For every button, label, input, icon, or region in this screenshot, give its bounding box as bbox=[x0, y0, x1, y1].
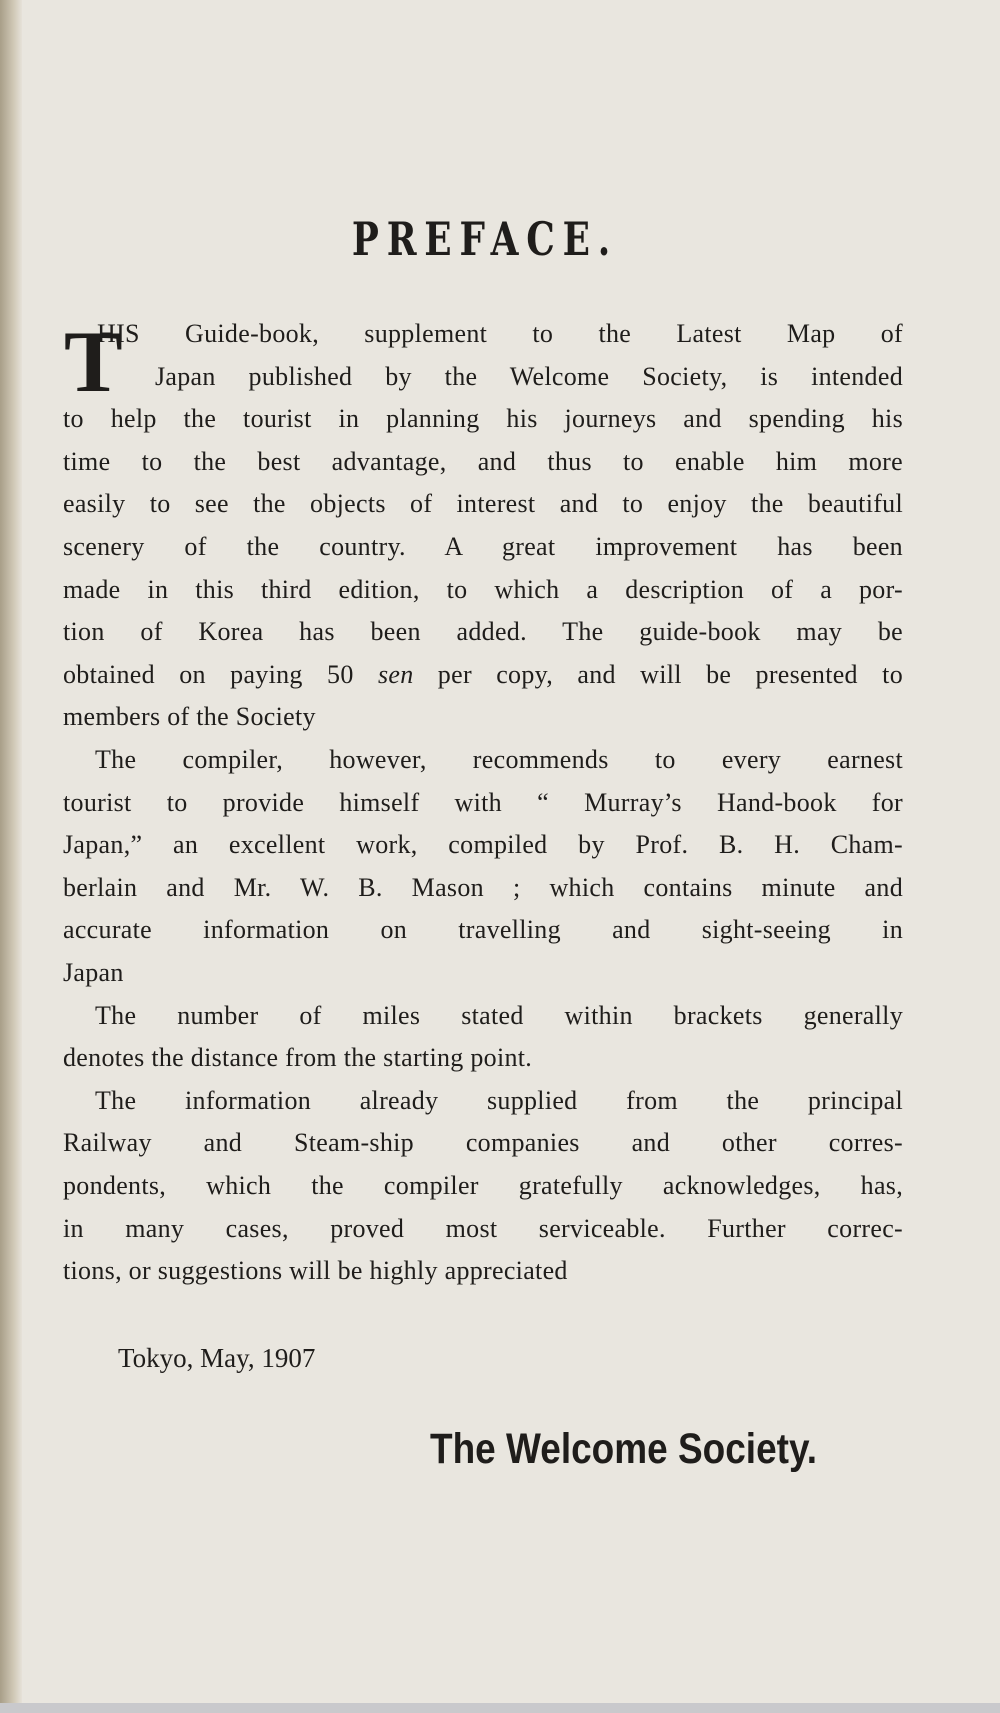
text-line: pondents, which the compiler gratefully acknowledges, has, bbox=[63, 1171, 903, 1200]
text-line: members of the Society bbox=[63, 702, 316, 732]
text-line: tion of Korea has been added. The guide-book may be bbox=[63, 617, 903, 647]
text-line: The information already supplied from the principal bbox=[95, 1085, 903, 1115]
text-line: accurate information on travelling and sight-seeing in bbox=[63, 915, 903, 945]
text-line: denotes the distance from the starting point. bbox=[63, 1043, 533, 1073]
text-line: made in this third edition, to which a description of a por- bbox=[63, 574, 903, 604]
text-line: Japan published by the Welcome Society, is intended bbox=[155, 361, 903, 391]
text-line: scenery of the country. A great improvement has been bbox=[63, 532, 903, 561]
text-line: Japan bbox=[63, 958, 124, 987]
text-line: The number of miles stated within brackets generally bbox=[95, 1000, 903, 1030]
page-title: PREFACE. bbox=[351, 212, 619, 266]
text-line: to help the tourist in planning his journeys and spending his bbox=[63, 404, 903, 434]
text-line: in many cases, proved most serviceable. Further correc- bbox=[63, 1213, 903, 1243]
book-spine-edge bbox=[0, 0, 22, 1713]
text-line: HIS Guide-book, supplement to the Latest Map of bbox=[97, 319, 903, 348]
drop-cap: T bbox=[64, 314, 123, 411]
text-line: berlain and Mr. W. B. Mason ; which contains minute and bbox=[63, 872, 903, 902]
text-line: obtained on paying 50 sen per copy, and will be presented to bbox=[63, 659, 903, 689]
text-line: tourist to provide himself with “ Murray’s Hand-book for bbox=[63, 787, 903, 817]
text-line: The compiler, however, recommends to every earnest bbox=[95, 745, 903, 774]
text-line: Railway and Steam-ship companies and other corres- bbox=[63, 1128, 903, 1158]
text-line: easily to see the objects of interest and to enjoy the beautiful bbox=[63, 489, 903, 519]
signature: The Welcome Society. bbox=[430, 1425, 818, 1473]
text-line: tions, or suggestions will be highly appreciated bbox=[63, 1256, 568, 1286]
text-line: time to the best advantage, and thus to enable him more bbox=[63, 446, 903, 476]
date-line: Tokyo, May, 1907 bbox=[118, 1343, 316, 1373]
page-bottom-edge bbox=[0, 1703, 1000, 1713]
text-line: Japan,” an excellent work, compiled by Prof. B. H. Cham- bbox=[63, 830, 903, 860]
